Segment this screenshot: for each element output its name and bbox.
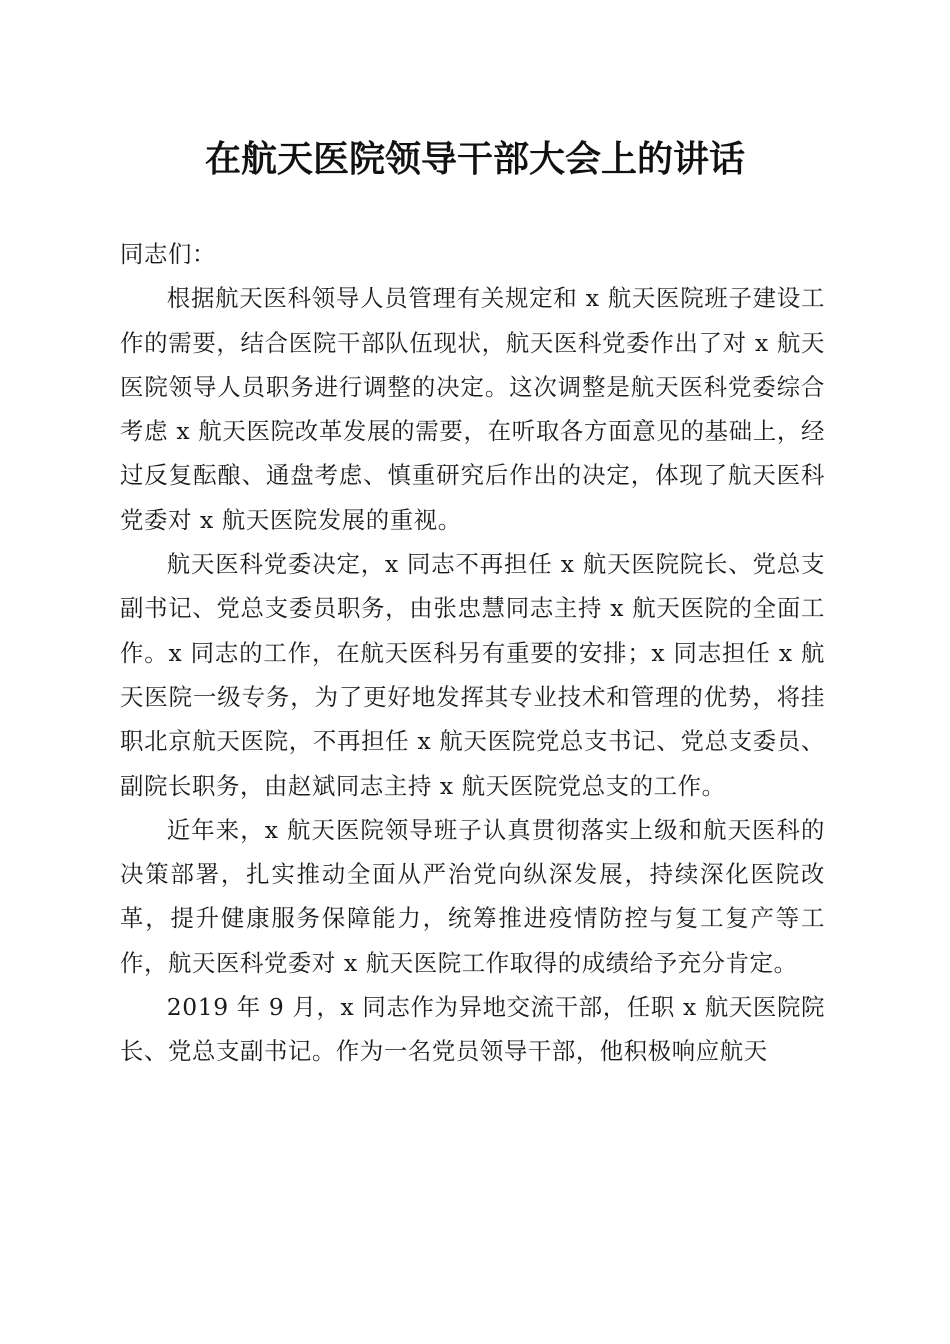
document-title: 在航天医院领导干部大会上的讲话	[204, 138, 745, 180]
paragraph: 根据航天医科领导人员管理有关规定和 x 航天医院班子建设工作的需要，结合医院干部队伍现状，航天医科党委作出了对 x 航天医院领导人员职务进行调整的决定。这次调整是航天医科党委综合考虑 x 航天医院改革发展的需要，在听取各方面意见的基础上，经过反复酝酿、通盘考虑、慎重研究后作出的决定，体现了航天医科党委对 x 航天医院发展的重视。	[120, 284, 825, 534]
document-body	[120, 232, 825, 1074]
paragraph: 航天医科党委决定，x 同志不再担任 x 航天医院院长、党总支副书记、党总支委员职务，由张忠慧同志主持 x 航天医院的全面工作。x 同志的工作，在航天医科另有重要的安排；x 同志担任 x 航天医院一级专务，为了更好地发挥其专业技术和管理的优势，将挂职北京航天医院，不再担任 x 航天医院党总支书记、党总支委员、副院长职务，由赵斌同志主持 x 航天医院党总支的工作。	[120, 550, 825, 800]
paragraph: 2019 年 9 月，x 同志作为异地交流干部，任职 x 航天医院院长、党总支副书记。作为一名党员领导干部，他积极响应航天	[120, 993, 825, 1066]
paragraph: 近年来，x 航天医院领导班子认真贯彻落实上级和航天医科的决策部署，扎实推动全面从严治党向纵深发展，持续深化医院改革，提升健康服务保障能力，统筹推进疫情防控与复工复产等工作，航天医科党委对 x 航天医院工作取得的成绩给予充分肯定。	[120, 815, 825, 977]
salutation: 同志们：	[120, 240, 216, 268]
